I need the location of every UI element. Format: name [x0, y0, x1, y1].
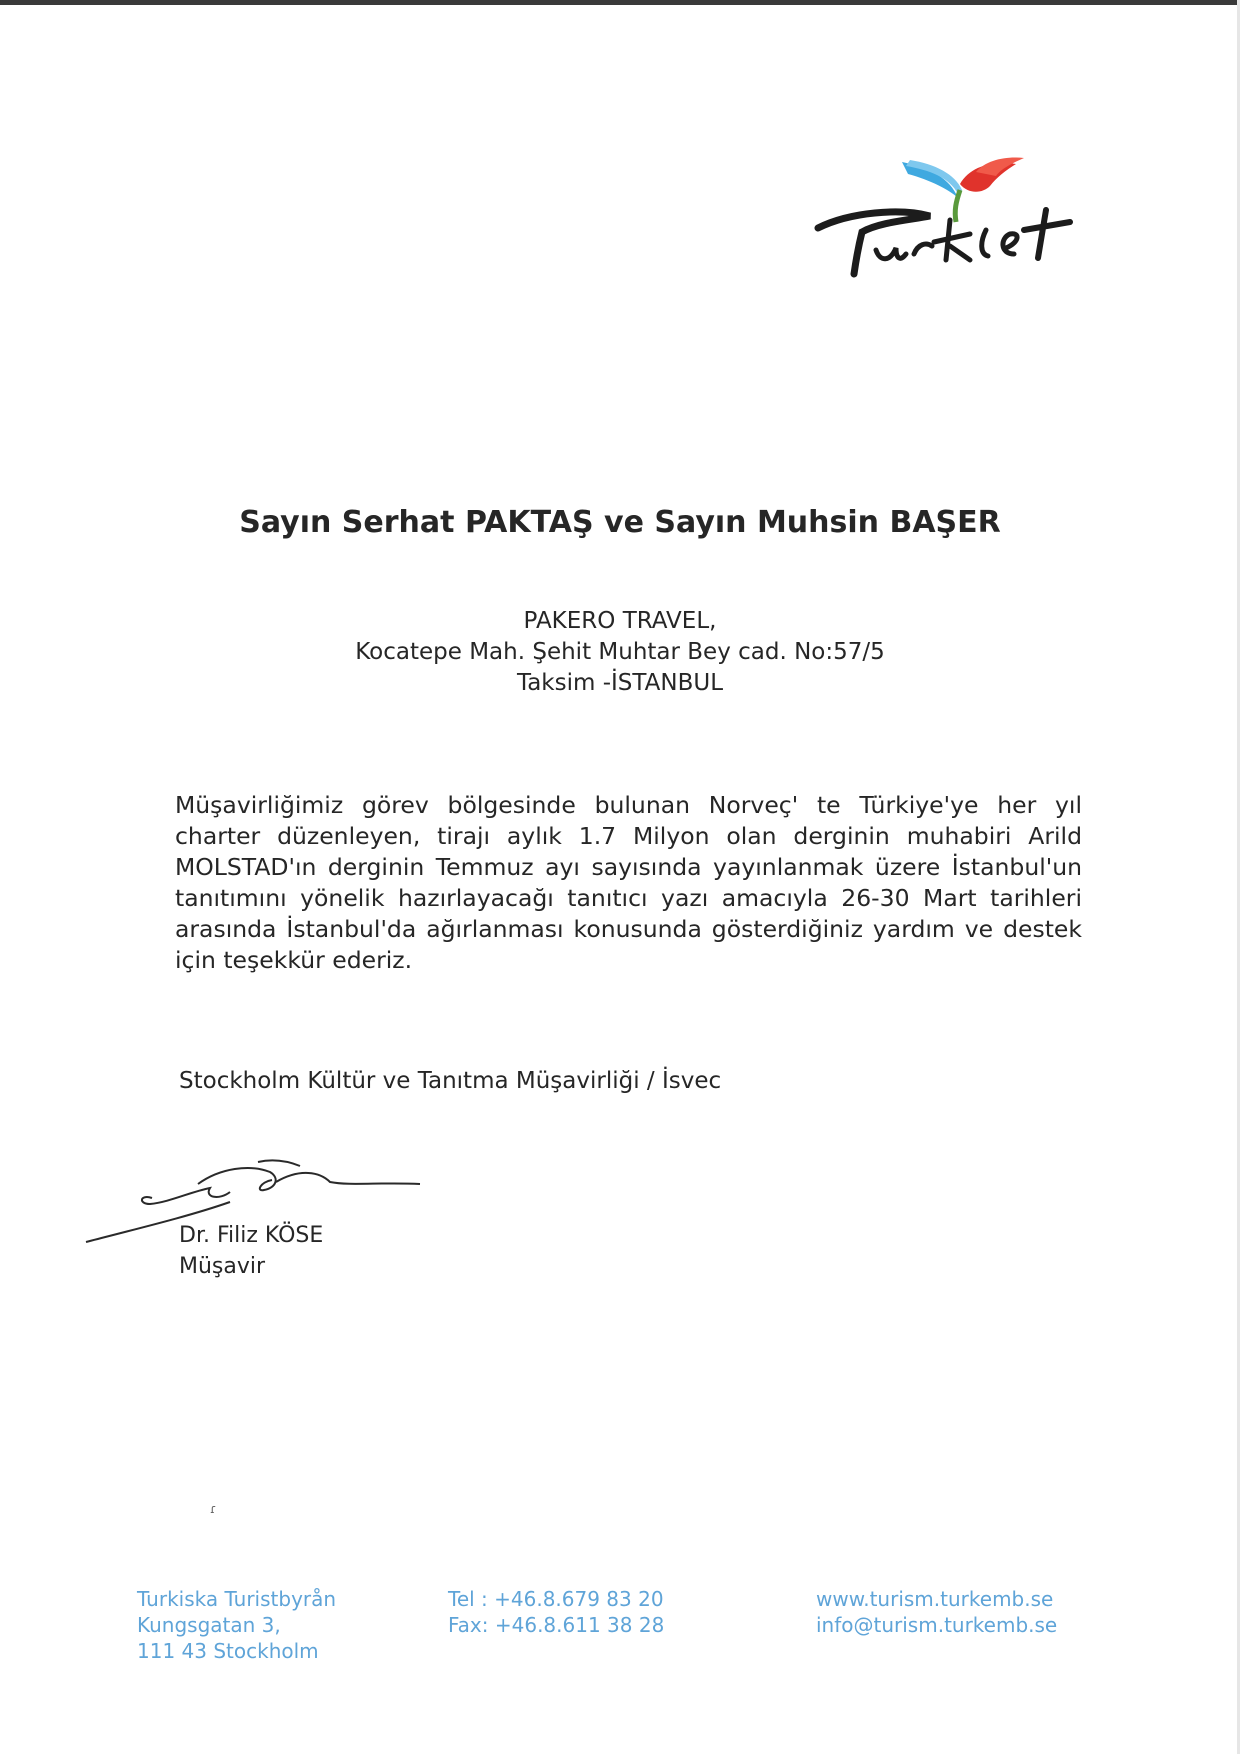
recipient-street: Kocatepe Mah. Şehit Muhtar Bey cad. No:57/5	[355, 639, 885, 665]
scan-top-edge	[0, 0, 1240, 5]
tulip-bird-icon	[810, 150, 1140, 290]
salutation: Sayın Serhat PAKTAŞ ve Sayın Muhsin BAŞER	[239, 505, 1001, 540]
letter-body: Müşavirliğimiz görev bölgesinde bulunan Norveç' te Türkiye'ye her yıl charter düzenleyen, tirajı aylık 1.7 Milyon olan derginin muhabiri Arild MOLSTAD'ın derginin Temmuz ayı sayısında yayınlanmak üzere İstanbul'un tanıtımını yönelik hazırlayacağı tanıtıcı yazı amacıyla 26-30 Mart tarihleri arasında İstanbul'da ağırlanması konusunda gösterdiğiniz yardım ve destek için teşekkür ederiz.	[175, 791, 1082, 974]
scan-speck: ɾ	[210, 1502, 217, 1516]
footer-tel: Tel : +46.8.679 83 20	[448, 1587, 664, 1611]
footer-address-line: 111 43 Stockholm	[137, 1639, 319, 1663]
footer-website[interactable]: www.turism.turkemb.se	[816, 1587, 1054, 1611]
turkiet-logo	[810, 150, 1140, 290]
office-name: Stockholm Kültür ve Tanıtma Müşavirliği / İsvec	[179, 1068, 722, 1094]
footer-address-line: Kungsgatan 3,	[137, 1613, 281, 1637]
footer-address-line: Turkiska Turistbyrån	[137, 1587, 337, 1611]
recipient-company: PAKERO TRAVEL,	[523, 608, 717, 634]
signer-name: Dr. Filiz KÖSE	[179, 1223, 324, 1248]
footer-email[interactable]: info@turism.turkemb.se	[816, 1613, 1058, 1637]
footer-web	[816, 1586, 1057, 1638]
footer-phone	[448, 1586, 664, 1638]
recipient-city: Taksim -İSTANBUL	[516, 670, 724, 696]
footer-fax: Fax: +46.8.611 38 28	[448, 1613, 665, 1637]
signer-title: Müşavir	[179, 1254, 266, 1279]
footer-address	[137, 1586, 336, 1664]
recipient-address	[0, 606, 1240, 699]
